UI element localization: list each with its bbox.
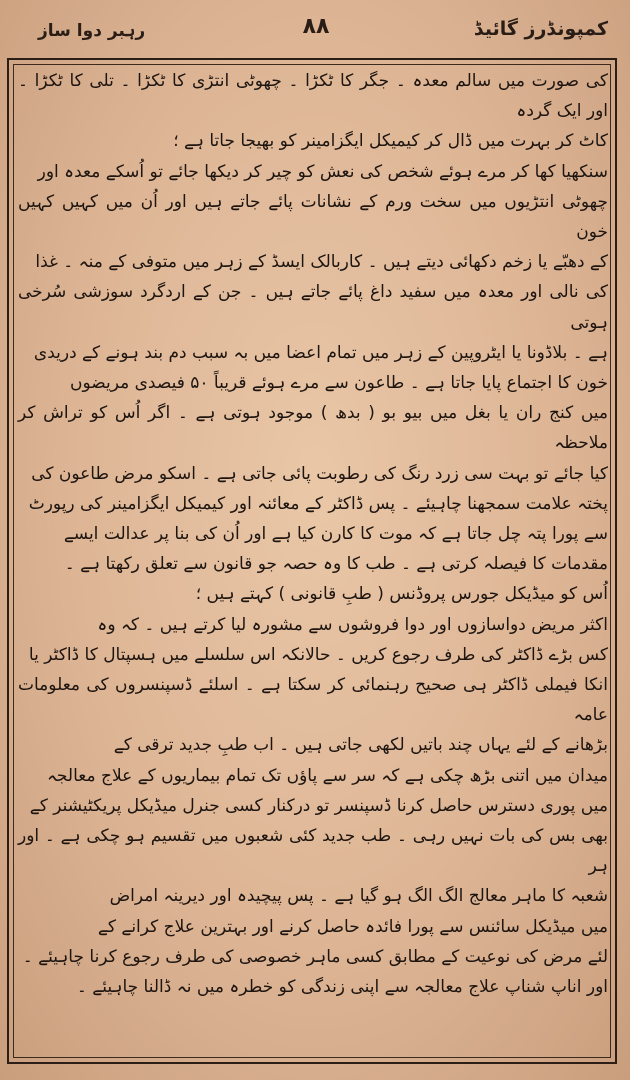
text-line: میں پوری دسترس حاصل کرنا ڈسپنسر تو درکنار کسی جنرل میڈیکل پریکٹیشنر کے [29,795,608,816]
text-line: خون کا اجتماع پایا جاتا ہے ۔ طاعون سے مرے ہوئے قریباً ۵۰ فیصدی مریضوں [70,373,608,394]
chapter-title: رہبر دوا ساز [38,21,146,41]
running-title: کمپونڈرز گائیڈ [473,18,608,40]
text-line: کیا جائے تو بہت سی زرد رنگ کی رطوبت پائی جاتی ہے ۔ اسکو مرض طاعون کی [31,463,608,484]
text-line: کی نالی اور معدہ میں سفید داغ پائے جاتے ہیں ۔ جن کے اردگرد سوزشی سُرخی ہوتی [18,282,608,333]
text-line: میدان میں اتنی بڑھ چکی ہے کہ سر سے پاؤں تک تمام بیماریوں کے علاج معالجہ [46,765,608,786]
text-line: مقدمات کا فیصلہ کرتی ہے ۔ طب کا وہ حصہ جو قانون سے تعلق رکھتا ہے ۔ [64,554,608,575]
text-line: بڑھانے کے لئے یہاں چند باتیں لکھی جاتی ہیں ۔ اب طبِ جدید ترقی کے [113,735,608,756]
text-line: لئے مرض کی نوعیت کے مطابق کسی ماہر خصوصی کی طرف رجوع کرنا چاہیئے ۔ [22,946,608,967]
text-line: کس بڑے ڈاکٹر کی طرف رجوع کریں ۔ حالانکہ اس سلسلے میں ہسپتال کا ڈاکٹر یا [28,644,608,665]
text-line: انکا فیملی ڈاکٹر ہی صحیح رہنمائی کر سکتا ہے ۔ اسلئے ڈسپنسروں کی معلومات عامہ [18,675,608,726]
text-line: بھی بس کی بات نہیں رہی ۔ طب جدید کئی شعبوں میں تقسیم ہو چکی ہے ۔ اور ہر [18,826,608,877]
page-header [16,10,616,54]
text-line: ہے ۔ بلاڈونا یا ایٹروپین کے زہر میں تمام اعضا میں بہ سبب دم بند ہونے کے دریدی [33,342,608,363]
body-text [18,66,608,1056]
text-line: سنکھیا کھا کر مرے ہوئے شخص کی نعش کو چیر کر دیکھا جائے تو اُسکے معدہ اور [37,161,608,182]
text-line: پختہ علامت سمجھنا چاہیئے ۔ پس ڈاکٹر کے معائنہ اور کیمیکل ایگزامینر کی رپورٹ [28,493,608,514]
text-line: میں میڈیکل سائنس سے پورا فائدہ حاصل کرنے اور بہترین علاج کرانے کے [97,916,608,937]
text-line: سے پورا پتہ چل جاتا ہے کہ موت کا کارن کیا ہے اور اُن کی بنا پر عدالت ایسے [63,524,608,545]
text-line: کے دھبّے یا زخم دکھائی دیتے ہیں ۔ کاربالک ایسڈ کے زہر میں متوفی کے منہ ۔ غذا [35,252,608,273]
text-line: میں کنج ران یا بغل میں بیو بو ( بدھ ) موجود ہوتی ہے ۔ اگر اُس کو تراش کر ملاحظہ [18,403,608,454]
text-line: شعبہ کا ماہر معالج الگ الگ ہو گیا ہے ۔ پس پیچیدہ اور دیرینہ امراض [109,886,608,907]
text-line: اُس کو میڈیکل جورس پروڈنس ( طبِ قانونی ) کہتے ہیں ؛ [195,584,608,605]
text-line: کی صورت میں سالم معدہ ۔ جگر کا ٹکڑا ۔ چھوٹی انتڑی کا ٹکڑا ۔ تلی کا ٹکڑا ۔ اور ایک گردہ [18,71,608,122]
page-number: ۸۸ [302,14,330,39]
text-line: اکثر مریض دواسازوں اور دوا فروشوں سے مشورہ لیا کرتے ہیں ۔ کہ وہ [97,614,608,635]
text-line: چھوٹی انتڑیوں میں سخت ورم کے نشانات پائے جاتے ہیں اور اُن میں کہیں کہیں خون [18,191,608,243]
text-line: کاٹ کر بہرت میں ڈال کر کیمیکل ایگزامینر کو بھیجا جاتا ہے ؛ [173,131,608,152]
text-line: اور اناپ شناپ علاج معالجہ سے اپنی زندگی کو خطرہ میں نہ ڈالنا چاہیئے ۔ [76,977,608,998]
